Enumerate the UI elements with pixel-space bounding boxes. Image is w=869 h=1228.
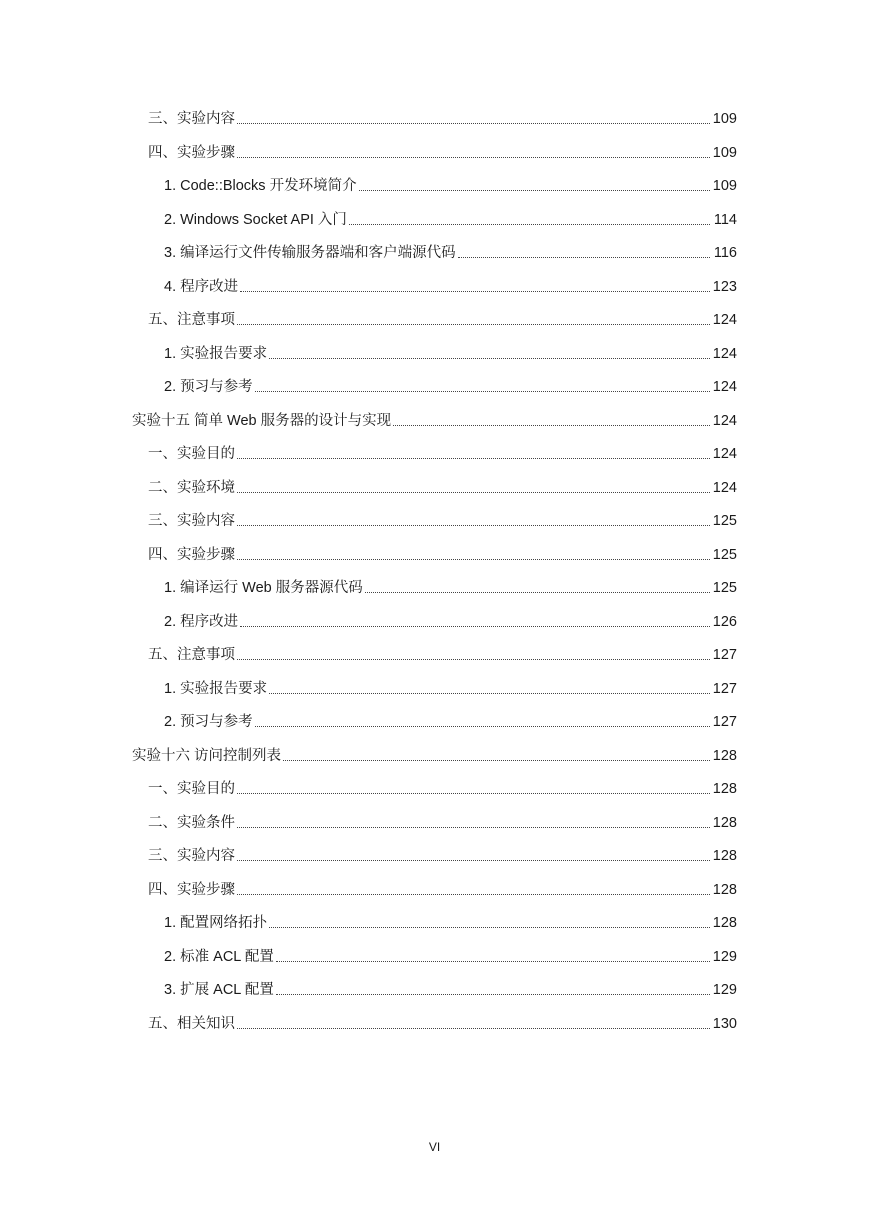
toc-entry-title: 2. 预习与参考 [164,714,253,730]
toc-entry-title: 五、相关知识 [148,1015,235,1032]
toc-entry-title: 2. 预习与参考 [164,379,253,395]
toc-entry-title: 五、注意事项 [148,312,235,328]
toc-entry-title: 一、实验目的 [148,446,235,462]
toc-dot-leader [269,692,710,694]
toc-dot-leader [237,859,710,861]
toc-entry-title: 3. 编译运行文件传输服务器端和客户端源代码 [164,245,456,261]
toc-entry-title: 四、实验步骤 [148,546,235,563]
toc-entry-title: 实验十五 简单 Web 服务器的设计与实现 [132,412,392,429]
toc-entry[interactable] [0,173,737,195]
toc-dot-leader [237,491,710,493]
toc-entry-title: 4. 程序改进 [164,278,239,295]
toc-entry-page-number: 127 [712,714,737,730]
page-number: VI [428,1140,441,1154]
toc-entry-page-number: 128 [712,915,737,931]
toc-entry-page-number: 109 [712,111,737,127]
toc-entry[interactable] [0,274,737,296]
toc-dot-leader [276,960,710,962]
toc-dot-leader [349,223,710,225]
toc-entry-title: 1. 实验报告要求 [164,345,268,362]
toc-entry[interactable] [0,609,737,631]
toc-entry[interactable] [0,341,737,363]
toc-entry[interactable] [0,709,737,731]
toc-dot-leader [240,625,710,627]
toc-entry-title: 1. 实验报告要求 [164,680,268,697]
toc-entry-page-number: 127 [712,680,737,697]
toc-entry-page-number: 125 [712,513,737,529]
toc-dot-leader [269,926,710,928]
toc-dot-leader [237,558,710,560]
toc-entry-title: 3. 扩展 ACL 配置 [164,982,274,998]
toc-dot-leader [365,591,710,593]
toc-dot-leader [237,893,710,895]
toc-dot-leader [283,759,710,761]
toc-entry-page-number: 130 [712,1015,737,1032]
toc-entry[interactable] [0,944,737,966]
toc-entry[interactable] [0,207,737,229]
toc-dot-leader [237,524,710,526]
toc-entry-page-number: 124 [712,312,737,328]
toc-entry-page-number: 124 [712,479,737,496]
toc-entry-page-number: 109 [712,144,737,161]
toc-entry[interactable] [0,743,737,765]
toc-entry-title: 1. Code::Blocks 开发环境简介 [164,178,357,194]
toc-entry[interactable] [0,408,737,430]
toc-entry-page-number: 114 [713,211,737,228]
toc-entry-page-number: 124 [712,412,737,429]
toc-entry-page-number: 126 [712,613,737,630]
toc-entry[interactable] [0,441,737,463]
toc-entry-page-number: 128 [712,848,737,864]
toc-entry-title: 二、实验环境 [148,479,235,496]
toc-dot-leader [458,256,710,258]
toc-entry[interactable] [0,877,737,899]
toc-dot-leader [269,357,710,359]
toc-entry[interactable] [0,910,737,932]
toc-entry-page-number: 128 [712,814,737,831]
toc-entry-page-number: 124 [712,379,737,395]
toc-entry-page-number: 129 [712,982,737,998]
toc-entry-title: 四、实验步骤 [148,144,235,161]
toc-dot-leader [237,792,710,794]
toc-dot-leader [237,323,710,325]
toc-dot-leader [240,290,710,292]
toc-entry[interactable] [0,475,737,497]
toc-entry-page-number: 109 [712,178,737,194]
toc-entry[interactable] [0,106,737,128]
toc-entry-title: 1. 配置网络拓扑 [164,915,268,931]
toc-entry-page-number: 116 [713,245,737,261]
toc-entry-page-number: 128 [712,747,737,764]
toc-entry-title: 二、实验条件 [148,814,235,831]
toc-dot-leader [276,993,710,995]
toc-entry[interactable] [0,307,737,329]
toc-entry[interactable] [0,240,737,262]
toc-dot-leader [255,725,710,727]
toc-entry[interactable] [0,676,737,698]
toc-entry-page-number: 128 [712,781,737,797]
toc-entry[interactable] [0,1011,737,1033]
toc-entry-title: 四、实验步骤 [148,881,235,898]
toc-dot-leader [237,658,710,660]
toc-entry[interactable] [0,575,737,597]
toc-dot-leader [237,457,710,459]
toc-dot-leader [359,189,710,191]
toc-dot-leader [237,826,710,828]
toc-entry-page-number: 124 [712,446,737,462]
toc-entry-title: 三、实验内容 [148,111,235,127]
toc-entry[interactable] [0,374,737,396]
toc-entry-page-number: 127 [712,647,737,663]
toc-entry-title: 一、实验目的 [148,781,235,797]
toc-entry-title: 实验十六 访问控制列表 [132,747,282,764]
toc-entry[interactable] [0,642,737,664]
toc-dot-leader [237,1027,710,1029]
toc-entry[interactable] [0,542,737,564]
toc-entry[interactable] [0,843,737,865]
toc-entry-page-number: 124 [712,345,737,362]
toc-entry[interactable] [0,810,737,832]
toc-entry-title: 三、实验内容 [148,513,235,529]
toc-entry-title: 2. 标准 ACL 配置 [164,948,274,965]
toc-entry-title: 2. 程序改进 [164,613,239,630]
toc-entry-page-number: 128 [712,881,737,898]
toc-entry[interactable] [0,776,737,798]
toc-entry-title: 2. Windows Socket API 入门 [164,211,347,228]
toc-entry[interactable] [0,508,737,530]
toc-entry-title: 三、实验内容 [148,848,235,864]
toc-dot-leader [237,122,710,124]
toc-entry-page-number: 123 [712,278,737,295]
toc-entry-title: 1. 编译运行 Web 服务器源代码 [164,580,363,596]
toc-dot-leader [255,390,710,392]
toc-entry-page-number: 125 [712,546,737,563]
toc-entry-page-number: 129 [712,948,737,965]
toc-dot-leader [393,424,710,426]
toc-entry-page-number: 125 [712,580,737,596]
toc-entry[interactable] [0,977,737,999]
toc-dot-leader [237,156,710,158]
toc-entry-title: 五、注意事项 [148,647,235,663]
toc-entry[interactable] [0,140,737,162]
